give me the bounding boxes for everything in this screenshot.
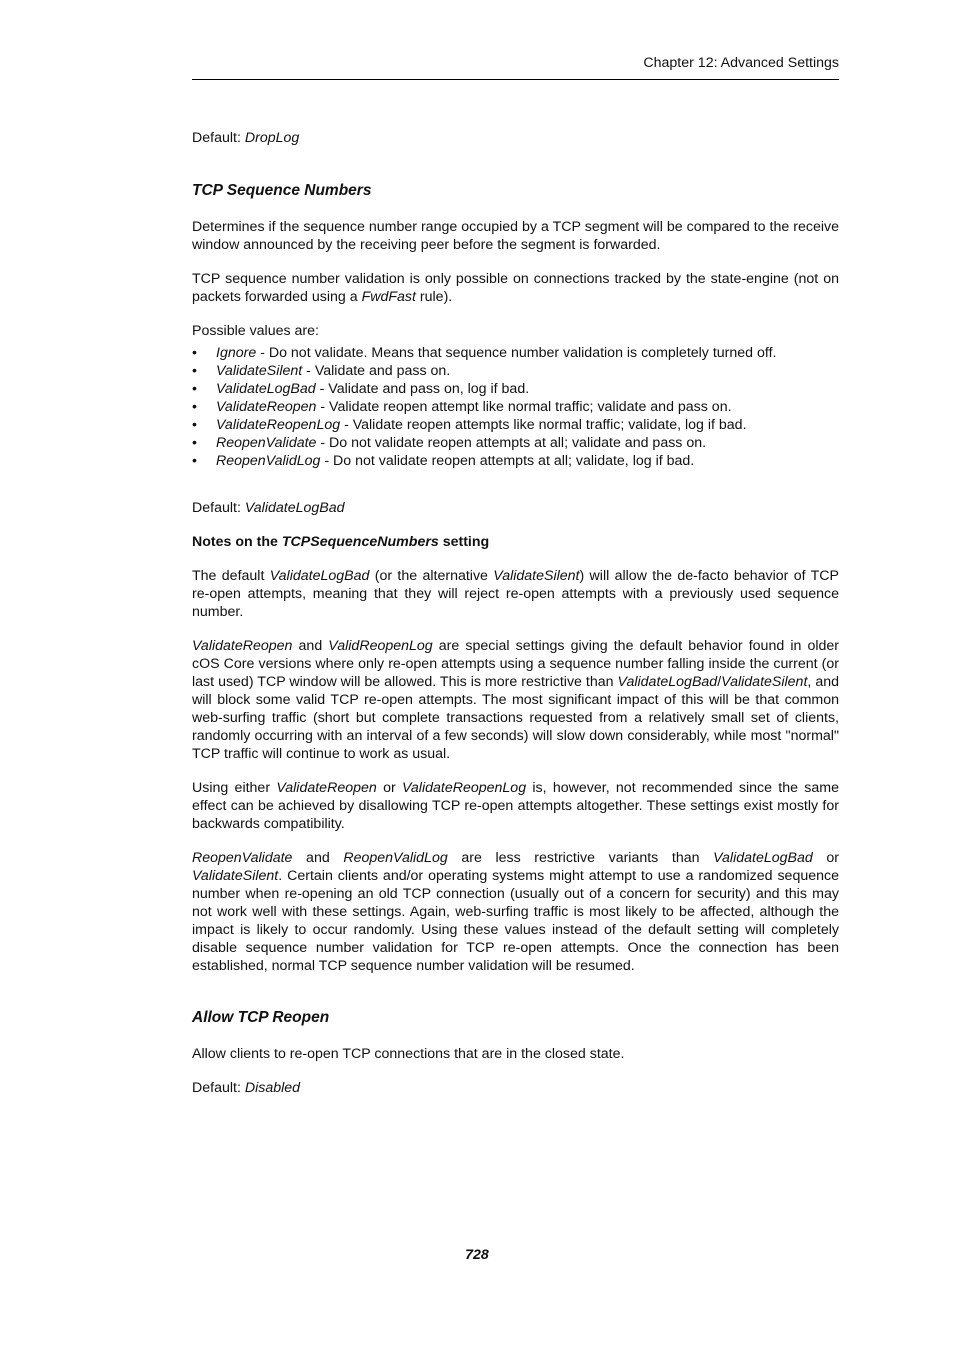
- section1-default: Default: ValidateLogBad: [192, 500, 345, 516]
- list-item: • ValidateLogBad - Validate and pass on, log if bad.: [192, 381, 530, 397]
- list-item: • Ignore - Do not validate. Means that sequence number validation is completely turned off.: [192, 345, 777, 361]
- list-item: • ValidateReopenLog - Validate reopen attempts like normal traffic; validate, log if bad.: [192, 417, 747, 433]
- section2-default: Default: Disabled: [192, 1080, 301, 1096]
- section2-para: Allow clients to re-open TCP connections that are in the closed state.: [192, 1046, 625, 1062]
- notes-para1: The default ValidateLogBad (or the alternative ValidateSilent) will allow the de-facto behavior of TCP re-open attempts, meaning that they will reject re-open attempts with a previously used sequence number.: [192, 568, 839, 620]
- top-default: [192, 129, 839, 147]
- possible-values-label: Possible values are:: [192, 323, 319, 339]
- list-item: • ReopenValidate - Do not validate reopen attempts at all; validate and pass on.: [192, 435, 707, 451]
- header-rule: [192, 79, 839, 80]
- default-value: DropLog: [244, 130, 300, 146]
- notes-para2: ValidateReopen and ValidReopenLog are special settings giving the default behavior found in older cOS Core versions where only re-open attempts using a sequence number falling inside the current (or last used) TCP window will be allowed. This is more restrictive than ValidateLogBad/ValidateSilent, and will block some valid TCP re-open attempts. The most significant impact of this will be that common web-surfing traffic (short but complete transactions requested from a relatively small set of clients, randomly occurring with an interval of a few seconds) will slow down considerably, while most "normal" TCP traffic will continue to work as usual.: [192, 638, 839, 762]
- section-title-tcp-sequence-numbers: TCP Sequence Numbers: [192, 182, 372, 199]
- list-item: • ValidateSilent - Validate and pass on.: [192, 363, 451, 379]
- section-title-allow-tcp-reopen: Allow TCP Reopen: [192, 1009, 330, 1026]
- list-item: • ValidateReopen - Validate reopen attempt like normal traffic; validate and pass on.: [192, 399, 732, 415]
- running-header: Chapter 12: Advanced Settings: [643, 55, 839, 71]
- notes-para4: ReopenValidate and ReopenValidLog are less restrictive variants than ValidateLogBad or ValidateSilent. Certain clients and/or operating systems might attempt to use a randomized sequence number when re-opening an old TCP connection (usually out of a concern for security) and this may not work well with these settings. Again, web-surfing traffic is most likely to be affected, although the impact is likely to occur randomly. Using these values instead of the default setting will completely disable sequence number validation for TCP re-open attempts. Once the connection has been established, normal TCP sequence number validation will be resumed.: [192, 850, 840, 974]
- section1-para1: Determines if the sequence number range occupied by a TCP segment will be compared to the receive window announced by the receiving peer before the segment is forwarded.: [192, 219, 839, 253]
- page-number: 728: [465, 1247, 489, 1263]
- notes-para3: Using either ValidateReopen or ValidateReopenLog is, however, not recommended since the same effect can be achieved by disallowing TCP re-open attempts altogether. These settings exist mostly for backwards compatibility.: [192, 780, 839, 832]
- default-label: Default:: [192, 130, 245, 146]
- possible-values-list: [192, 344, 839, 470]
- section1-para2: TCP sequence number validation is only possible on connections tracked by the state-engine (not on packets forwarded using a FwdFast rule).: [192, 271, 839, 305]
- list-item: • ReopenValidLog - Do not validate reopen attempts at all; validate, log if bad.: [192, 453, 695, 469]
- notes-heading: Notes on the TCPSequenceNumbers setting: [192, 534, 490, 550]
- page-body: [192, 129, 839, 1097]
